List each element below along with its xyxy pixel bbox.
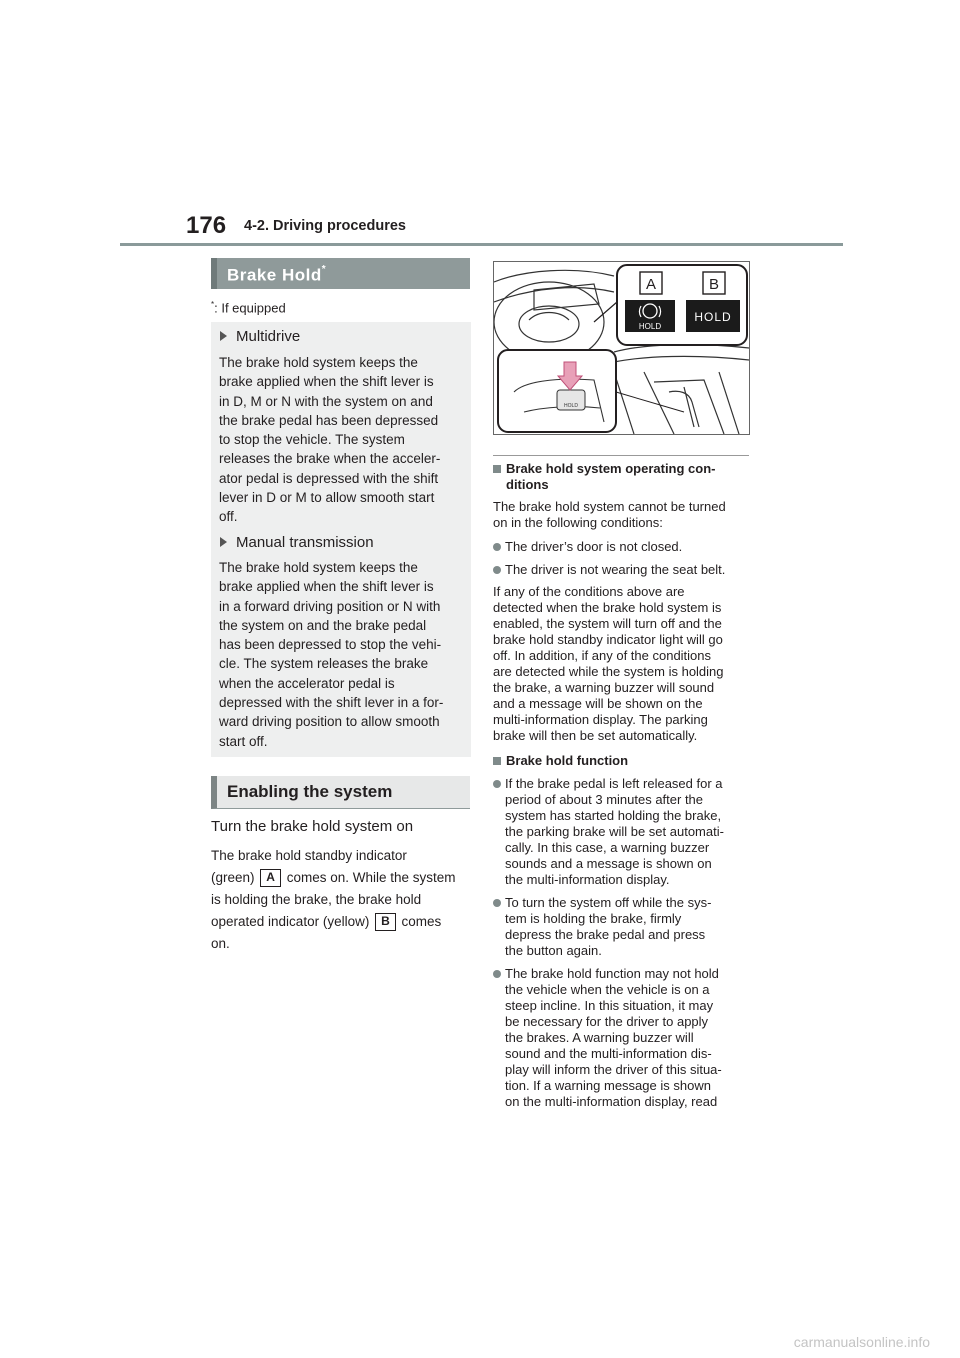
enabling-paragraph <box>211 845 471 955</box>
text-fragment: operated indicator (yellow) <box>211 914 374 929</box>
indicator-b-text: HOLD <box>694 310 732 324</box>
text-line: to stop the vehicle. The system <box>219 432 405 448</box>
multidrive-heading <box>220 328 300 345</box>
dashboard-drawing <box>494 262 749 434</box>
brake-hold-title-mark: * <box>321 264 327 275</box>
text-line: The brake hold standby indicator <box>211 848 407 863</box>
text-line: the system on and the brake pedal <box>219 617 427 633</box>
text-line: has been depressed to stop the vehi- <box>219 637 442 653</box>
text-line: ator pedal is depressed with the shift <box>219 470 439 486</box>
text-line: brake applied when the shift lever is <box>219 374 434 390</box>
page-number: 176 <box>186 212 227 239</box>
brake-hold-illustration <box>493 261 750 435</box>
section-title: 4-2. Driving procedures <box>244 218 406 234</box>
header-rule <box>120 243 843 246</box>
text-line: in D, M or N with the system on and <box>219 393 433 409</box>
text-line: on. <box>211 936 230 951</box>
brake-hold-title: Brake Hold <box>227 265 322 285</box>
manual-heading <box>220 534 374 551</box>
enabling-heading: Enabling the system <box>211 776 470 809</box>
text-line: The brake hold system keeps the <box>219 355 418 370</box>
text-line <box>211 867 471 889</box>
text-line: lever in D or M to allow smooth start <box>219 490 435 506</box>
triangle-bullet-icon <box>220 537 227 547</box>
multidrive-text <box>219 353 464 527</box>
condition-item: The driver is not wearing the seat belt. <box>493 562 757 578</box>
text-line: off. <box>219 509 238 525</box>
conditions-paragraph: If any of the conditions above are detected when the brake hold system is enabled, the system will turn off and the brake hold standby indicator light will go off. In addition, if any of the conditions are detected while the system is holding the brake, a warning buzzer will sound and a message will be shown on the multi-information display. The parking brake will then be set automatically. <box>493 584 724 743</box>
callout-label-a: A <box>645 276 657 293</box>
multidrive-heading-text: Multidrive <box>236 328 301 345</box>
indicator-a-text: HOLD <box>638 322 662 331</box>
text-fragment: comes on. While the system <box>282 870 456 885</box>
condition-item: The driver’s door is not closed. <box>493 539 757 555</box>
footnote-text: : If equipped <box>214 300 286 316</box>
text-line <box>211 911 471 933</box>
text-line: brake applied when the shift lever is <box>219 579 434 595</box>
function-item: The brake hold function may not hold the vehicle when the vehicle is on a steep incline. In this situation, it may be necessary for the driver to apply the brakes. A warning buzzer will sound and the multi-information dis- play will inform the driver of this situa- tion. If a warning message is shown on the multi-information display, read <box>493 966 757 1110</box>
turn-on-instruction: Turn the brake hold system on <box>211 818 414 835</box>
text-line: The brake hold system keeps the <box>219 560 418 575</box>
hold-button-text: HOLD <box>564 403 578 409</box>
brake-hold-heading <box>211 258 470 289</box>
text-line: start off. <box>219 733 268 749</box>
separator <box>493 455 749 456</box>
text-line: when the accelerator pedal is <box>219 675 395 691</box>
text-line: ward driving position to allow smooth <box>219 714 440 730</box>
label-a-badge: A <box>260 869 281 887</box>
text-line: depressed with the shift lever in a for- <box>219 695 444 711</box>
manual-heading-text: Manual transmission <box>236 534 374 551</box>
label-b-badge: B <box>375 913 396 931</box>
text-line: in a forward driving position or N with <box>219 598 441 614</box>
text-line: the brake pedal has been depressed <box>219 412 439 428</box>
function-item: If the brake pedal is left released for a period of about 3 minutes after the system has started holding the brake, the parking brake will be set automati- cally. In this case, a warning buzzer sounds and a message is shown on the multi-information display. <box>493 776 757 888</box>
manual-text <box>219 558 464 751</box>
text-line: is holding the brake, the brake hold <box>211 892 422 907</box>
function-heading: Brake hold function <box>493 753 757 769</box>
function-item: To turn the system off while the sys- tem is holding the brake, firmly depress the brake pedal and press the button again. <box>493 895 757 959</box>
text-line: releases the brake when the acceler- <box>219 451 441 467</box>
conditions-intro: The brake hold system cannot be turned on in the following conditions: <box>493 499 726 530</box>
watermark: carmanualsonline.info <box>793 1334 930 1350</box>
callout-label-b: B <box>708 276 720 293</box>
equipped-footnote <box>211 300 286 315</box>
text-fragment: (green) <box>211 870 259 885</box>
triangle-bullet-icon <box>220 331 227 341</box>
conditions-heading: Brake hold system operating con- ditions <box>493 461 757 493</box>
right-column <box>493 455 757 1110</box>
text-fragment: comes <box>397 914 442 929</box>
footnote-mark: * <box>211 300 215 309</box>
text-line: cle. The system releases the brake <box>219 656 429 672</box>
